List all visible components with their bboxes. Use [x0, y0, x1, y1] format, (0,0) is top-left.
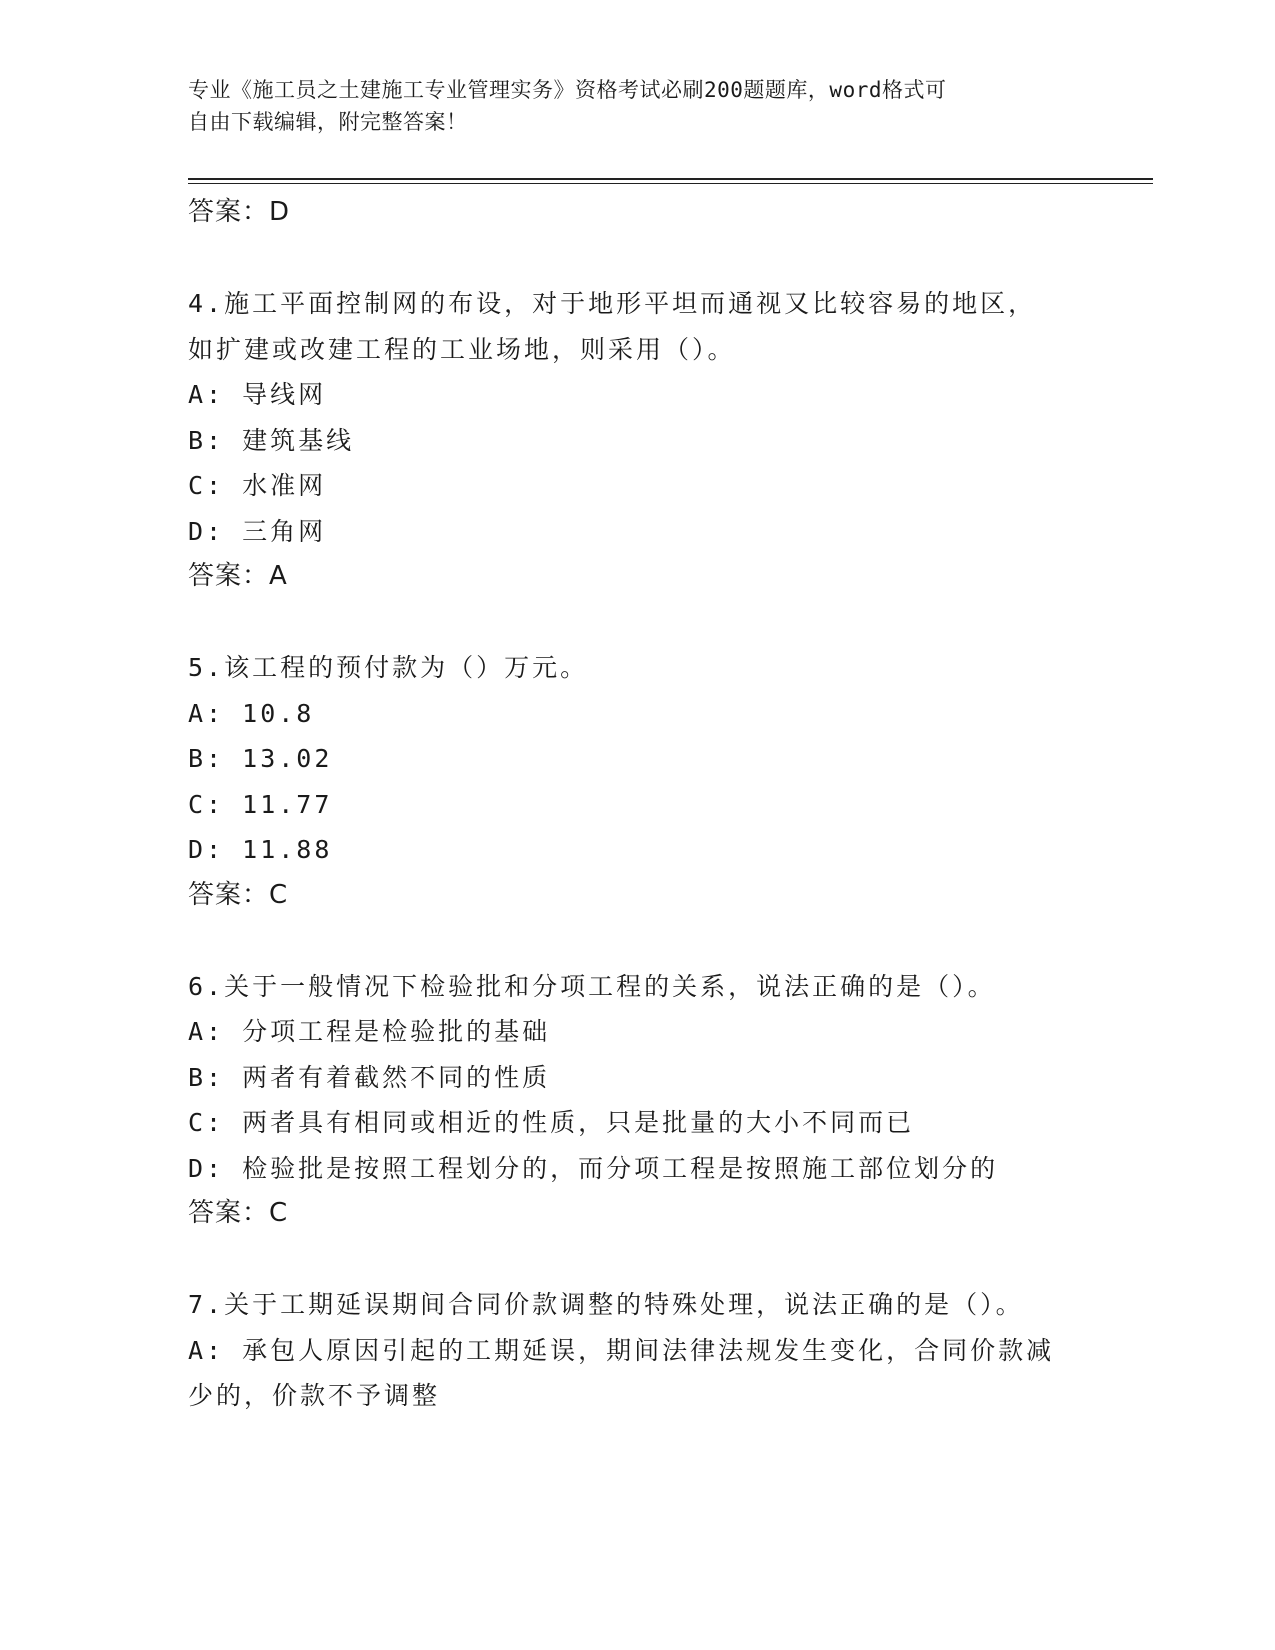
answer: 答案：C	[188, 879, 289, 910]
option-d: D: 11.88	[188, 835, 333, 864]
question-7	[188, 1282, 1088, 1419]
option-b: B: 建筑基线	[188, 425, 355, 455]
spacer	[188, 236, 1088, 282]
option-a: A: 导线网	[188, 380, 327, 409]
question-stem: 如扩建或改建工程的工业场地，则采用（）。	[188, 334, 736, 364]
question-5	[188, 645, 1088, 918]
answer: 答案：C	[188, 1198, 289, 1228]
question-stem: 4.施工平面控制网的布设，对于地形平坦而通视又比较容易的地区，	[188, 289, 1037, 318]
option-c: C: 水准网	[188, 471, 327, 500]
header-divider-thick	[188, 178, 1153, 180]
spacer	[188, 600, 1088, 646]
option-d: D: 检验批是按照工程划分的，而分项工程是按照施工部位划分的	[188, 1153, 999, 1183]
spacer	[188, 918, 1088, 964]
option-c: C: 11.77	[188, 789, 333, 819]
question-4	[188, 281, 1088, 600]
spacer	[188, 1237, 1088, 1283]
option-c: C: 两者具有相同或相近的性质，只是批量的大小不同而已	[188, 1108, 915, 1137]
option-b: B: 两者有着截然不同的性质	[188, 1062, 551, 1092]
option-a: A: 承包人原因引起的工期延误，期间法律法规发生变化，合同价款减	[188, 1335, 1055, 1365]
question-stem: 6.关于一般情况下检验批和分项工程的关系，说法正确的是（）。	[188, 971, 996, 1001]
question-6	[188, 964, 1088, 1237]
answer-previous: 答案：D	[188, 197, 291, 227]
option-a-continued: 少的，价款不予调整	[188, 1381, 441, 1410]
question-stem: 7.关于工期延误期间合同价款调整的特殊处理，说法正确的是（）。	[188, 1290, 1024, 1319]
question-stem: 5.该工程的预付款为（）万元。	[188, 653, 589, 682]
document-header	[188, 74, 1088, 138]
header-title-line-2: 自由下载编辑，附完整答案！	[188, 110, 468, 134]
option-a: A: 分项工程是检验批的基础	[188, 1017, 551, 1046]
header-title-line-1: 专业《施工员之土建施工专业管理实务》资格考试必刷200题题库，word格式可	[188, 78, 947, 102]
question-content	[188, 190, 1088, 1419]
answer: 答案：A	[188, 561, 288, 591]
option-a: A: 10.8	[188, 698, 315, 728]
option-b: B: 13.02	[188, 744, 333, 773]
option-d: D: 三角网	[188, 516, 327, 546]
header-divider-thin	[188, 183, 1153, 184]
